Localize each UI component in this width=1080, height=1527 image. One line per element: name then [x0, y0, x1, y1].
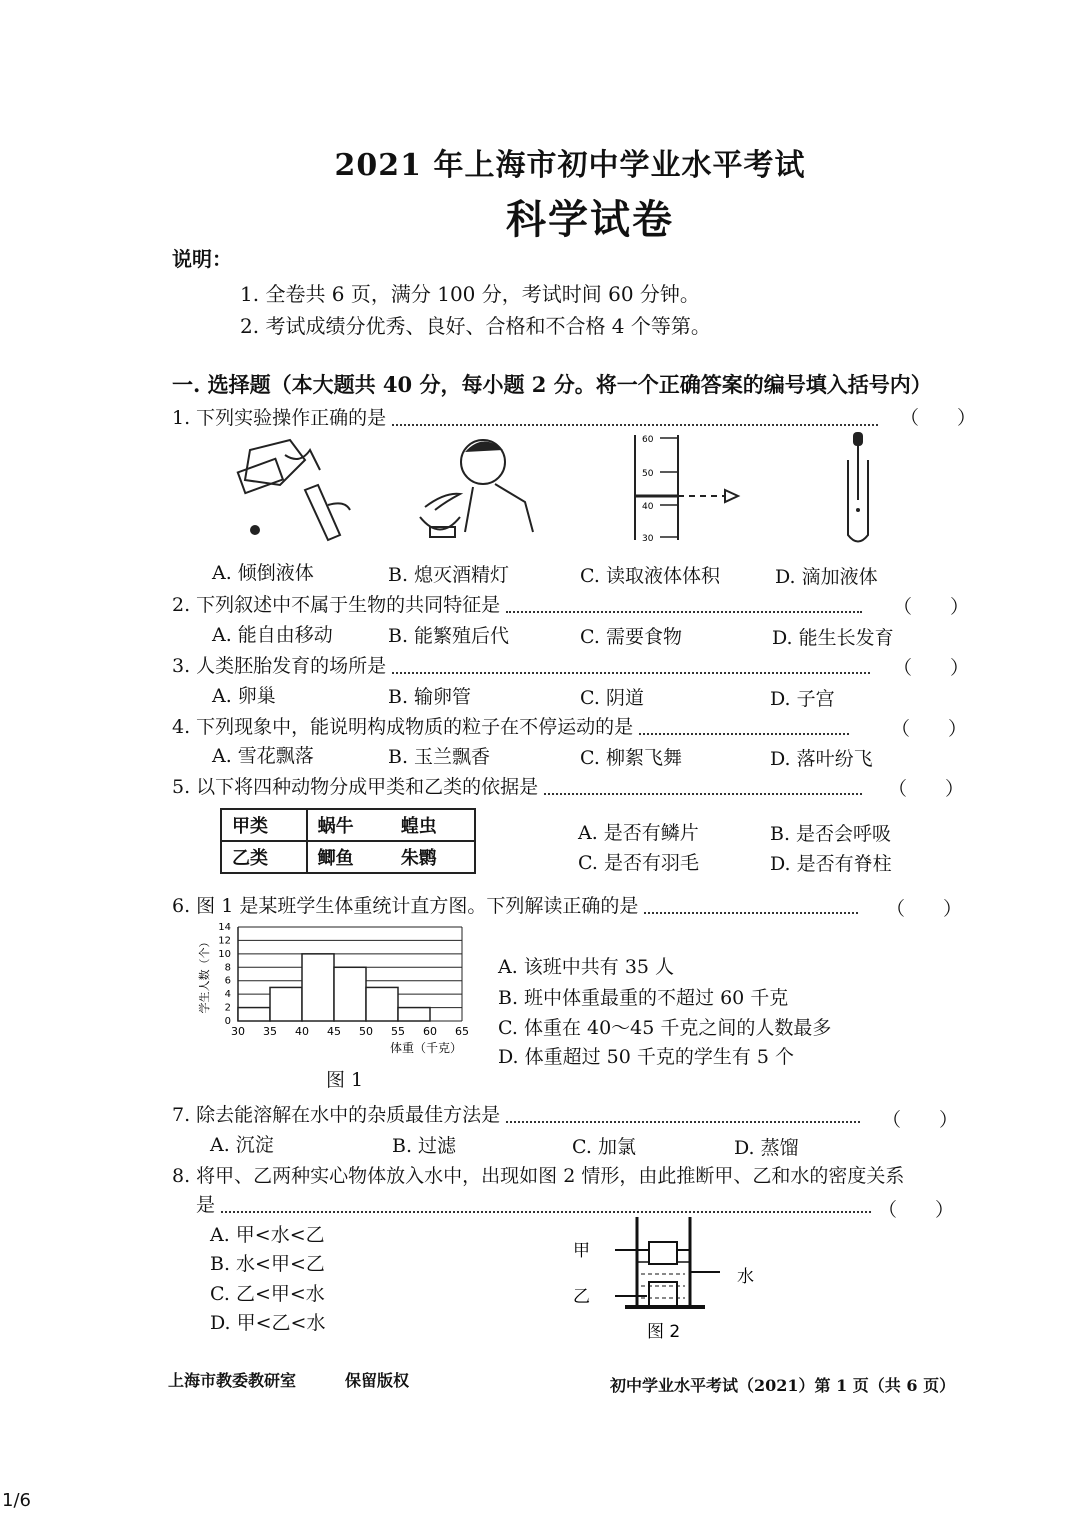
leader-dots: [506, 1109, 860, 1123]
answer-bracket: （ ）: [893, 657, 970, 679]
histogram-bar: [302, 954, 334, 1021]
question-stem: 4. 下列现象中，能说明构成物质的粒子在不停运动的是: [172, 716, 634, 738]
x-tick-label: 45: [327, 1025, 341, 1038]
question-3: [172, 651, 870, 678]
answer-bracket: （ ）: [882, 1109, 959, 1131]
x-tick-label: 65: [455, 1025, 469, 1038]
histogram-bar: [270, 987, 302, 1021]
label-jia: 甲: [573, 1241, 590, 1261]
x-tick-label: 50: [359, 1025, 373, 1038]
footer-page-info: 初中学业水平考试（2021）第 1 页（共 6 页）: [610, 1376, 956, 1395]
option-b[interactable]: B. 输卵管: [388, 686, 472, 708]
option-d[interactable]: D. 滴加液体: [775, 566, 878, 588]
leader-dots: [506, 599, 862, 613]
pouring-liquid-illustration: [230, 430, 360, 545]
answer-bracket: （ ）: [891, 718, 968, 740]
leader-dots: [392, 412, 878, 426]
option-d[interactable]: D. 子宫: [770, 688, 835, 710]
y-tick-label: 0: [224, 1016, 231, 1027]
answer-bracket: （ ）: [900, 407, 977, 429]
note-item: 2. 考试成绩分优秀、良好、合格和不合格 4 个等第。: [240, 314, 711, 338]
histogram-bar: [398, 1008, 430, 1021]
animal-classification-table: [220, 808, 476, 874]
graduated-cylinder-illustration: [620, 430, 750, 545]
option-b[interactable]: B. 过滤: [392, 1135, 457, 1157]
y-tick-label: 14: [218, 922, 231, 933]
figure-caption: 图 2: [647, 1322, 681, 1342]
note-item: 1. 全卷共 6 页，满分 100 分，考试时间 60 分钟。: [240, 282, 700, 306]
cylinder-tick-label: 50: [642, 469, 654, 479]
histogram-bar: [238, 1008, 270, 1021]
cylinder-tick-label: 30: [642, 534, 654, 544]
option-b[interactable]: B. 班中体重最重的不超过 60 千克: [498, 987, 789, 1009]
footer-copyright: 保留版权: [345, 1371, 410, 1390]
option-c[interactable]: C. 阴道: [580, 687, 644, 709]
option-a[interactable]: A. 该班中共有 35 人: [498, 956, 675, 978]
y-axis-label: 学生人数（个）: [198, 936, 211, 1014]
label-water: 水: [737, 1267, 754, 1287]
option-a[interactable]: A. 能自由移动: [212, 624, 333, 646]
question-6: [172, 891, 858, 918]
table-cell: 朱鹮: [391, 841, 475, 873]
option-b[interactable]: B. 是否会呼吸: [770, 823, 892, 845]
option-b[interactable]: B. 水<甲<乙: [210, 1253, 325, 1275]
histogram-bar: [366, 987, 398, 1021]
option-d[interactable]: D. 蒸馏: [734, 1137, 799, 1159]
answer-bracket: （ ）: [893, 596, 970, 618]
leader-dots: [639, 721, 849, 735]
option-c[interactable]: C. 柳絮飞舞: [580, 747, 682, 769]
y-tick-label: 6: [224, 975, 231, 987]
question-stem: 3. 人类胚胎发育的场所是: [172, 655, 387, 677]
question-2: [172, 590, 862, 617]
density-figure: [565, 1212, 765, 1347]
answer-bracket: （ ）: [878, 1199, 955, 1221]
option-b[interactable]: B. 玉兰飘香: [388, 746, 491, 768]
option-a[interactable]: A. 卵巢: [212, 685, 276, 707]
y-tick-label: 12: [218, 935, 231, 947]
question-8: [172, 1161, 904, 1188]
option-b[interactable]: B. 能繁殖后代: [388, 625, 510, 647]
section-heading: 一. 选择题（本大题共 40 分，每小题 2 分。将一个正确答案的编号填入括号内）: [172, 372, 932, 397]
weight-histogram: [190, 915, 480, 1060]
x-tick-label: 55: [391, 1025, 405, 1038]
option-d[interactable]: D. 是否有脊柱: [770, 853, 892, 875]
table-row: [221, 809, 475, 841]
option-a[interactable]: A. 沉淀: [210, 1134, 274, 1156]
block-jia: [649, 1242, 677, 1264]
table-row: [221, 841, 475, 873]
figure-caption: 图 1: [326, 1069, 364, 1091]
cylinder-tick-label: 60: [642, 435, 654, 445]
question-stem: 2. 下列叙述中不属于生物的共同特征是: [172, 594, 501, 616]
table-cell: 甲类: [221, 809, 307, 841]
y-tick-label: 2: [224, 1002, 231, 1014]
option-d[interactable]: D. 能生长发育: [772, 627, 894, 649]
leader-dots: [644, 900, 858, 914]
option-c[interactable]: C. 体重在 40～45 千克之间的人数最多: [498, 1017, 832, 1039]
histogram-bar: [334, 967, 366, 1021]
paper-title: 科学试卷: [506, 196, 674, 243]
question-stem: 6. 图 1 是某班学生体重统计直方图。下列解读正确的是: [172, 895, 639, 917]
label-yi: 乙: [573, 1287, 590, 1307]
option-a[interactable]: A. 倾倒液体: [212, 562, 314, 584]
option-d[interactable]: D. 落叶纷飞: [770, 748, 873, 770]
leader-dots: [221, 1199, 871, 1213]
x-tick-label: 60: [423, 1025, 437, 1038]
y-tick-label: 8: [224, 962, 231, 974]
exam-title: 2021 年上海市初中学业水平考试: [334, 148, 806, 183]
option-d[interactable]: D. 甲<乙<水: [210, 1312, 326, 1334]
table-cell: 鲫鱼: [307, 841, 391, 873]
option-c[interactable]: C. 需要食物: [580, 626, 682, 648]
table-cell: 乙类: [221, 841, 307, 873]
extinguishing-alcohol-lamp-illustration: [415, 432, 545, 547]
question-stem: 8. 将甲、乙两种实心物体放入水中，出现如图 2 情形，由此推断甲、乙和水的密度关系: [172, 1165, 905, 1187]
option-a[interactable]: A. 是否有鳞片: [578, 822, 699, 844]
x-tick-label: 30: [231, 1025, 245, 1038]
option-d[interactable]: D. 体重超过 50 千克的学生有 5 个: [498, 1046, 795, 1068]
leader-dots: [392, 660, 870, 674]
question-4: [172, 712, 849, 739]
x-tick-label: 40: [295, 1025, 309, 1038]
option-a[interactable]: A. 雪花飘落: [212, 745, 314, 767]
question-stem: 1. 下列实验操作正确的是: [172, 407, 387, 429]
x-tick-label: 35: [263, 1025, 277, 1038]
table-cell: 蝗虫: [391, 809, 475, 841]
footer-publisher: 上海市教委教研室: [168, 1371, 297, 1390]
leader-dots: [544, 781, 862, 795]
question-stem: 7. 除去能溶解在水中的杂质最佳方法是: [172, 1104, 501, 1126]
question-1: [172, 403, 878, 430]
question-stem: 5. 以下将四种动物分成甲类和乙类的依据是: [172, 776, 539, 798]
cylinder-tick-label: 40: [642, 502, 654, 512]
y-tick-label: 4: [224, 989, 231, 1001]
question-8-continued: [196, 1190, 871, 1217]
table-cell: 蜗牛: [307, 809, 391, 841]
viewer-page-indicator: 1/6: [2, 1490, 31, 1511]
option-a[interactable]: A. 甲<水<乙: [210, 1224, 325, 1246]
answer-bracket: （ ）: [888, 778, 965, 800]
question-7: [172, 1100, 860, 1127]
question-stem-continued: 是: [196, 1194, 216, 1216]
option-c[interactable]: C. 是否有羽毛: [578, 852, 699, 874]
option-c[interactable]: C. 加氯: [572, 1136, 636, 1158]
dropper-test-tube-illustration: [838, 430, 878, 550]
question-5: [172, 772, 862, 799]
x-axis-label: 体重（千克）: [389, 1041, 463, 1055]
answer-bracket: （ ）: [886, 898, 963, 920]
option-c[interactable]: C. 读取液体体积: [580, 565, 720, 587]
y-tick-label: 10: [218, 948, 231, 960]
notes-heading: 说明：: [172, 247, 232, 271]
option-b[interactable]: B. 熄灭酒精灯: [388, 564, 510, 586]
option-c[interactable]: C. 乙<甲<水: [210, 1283, 325, 1305]
